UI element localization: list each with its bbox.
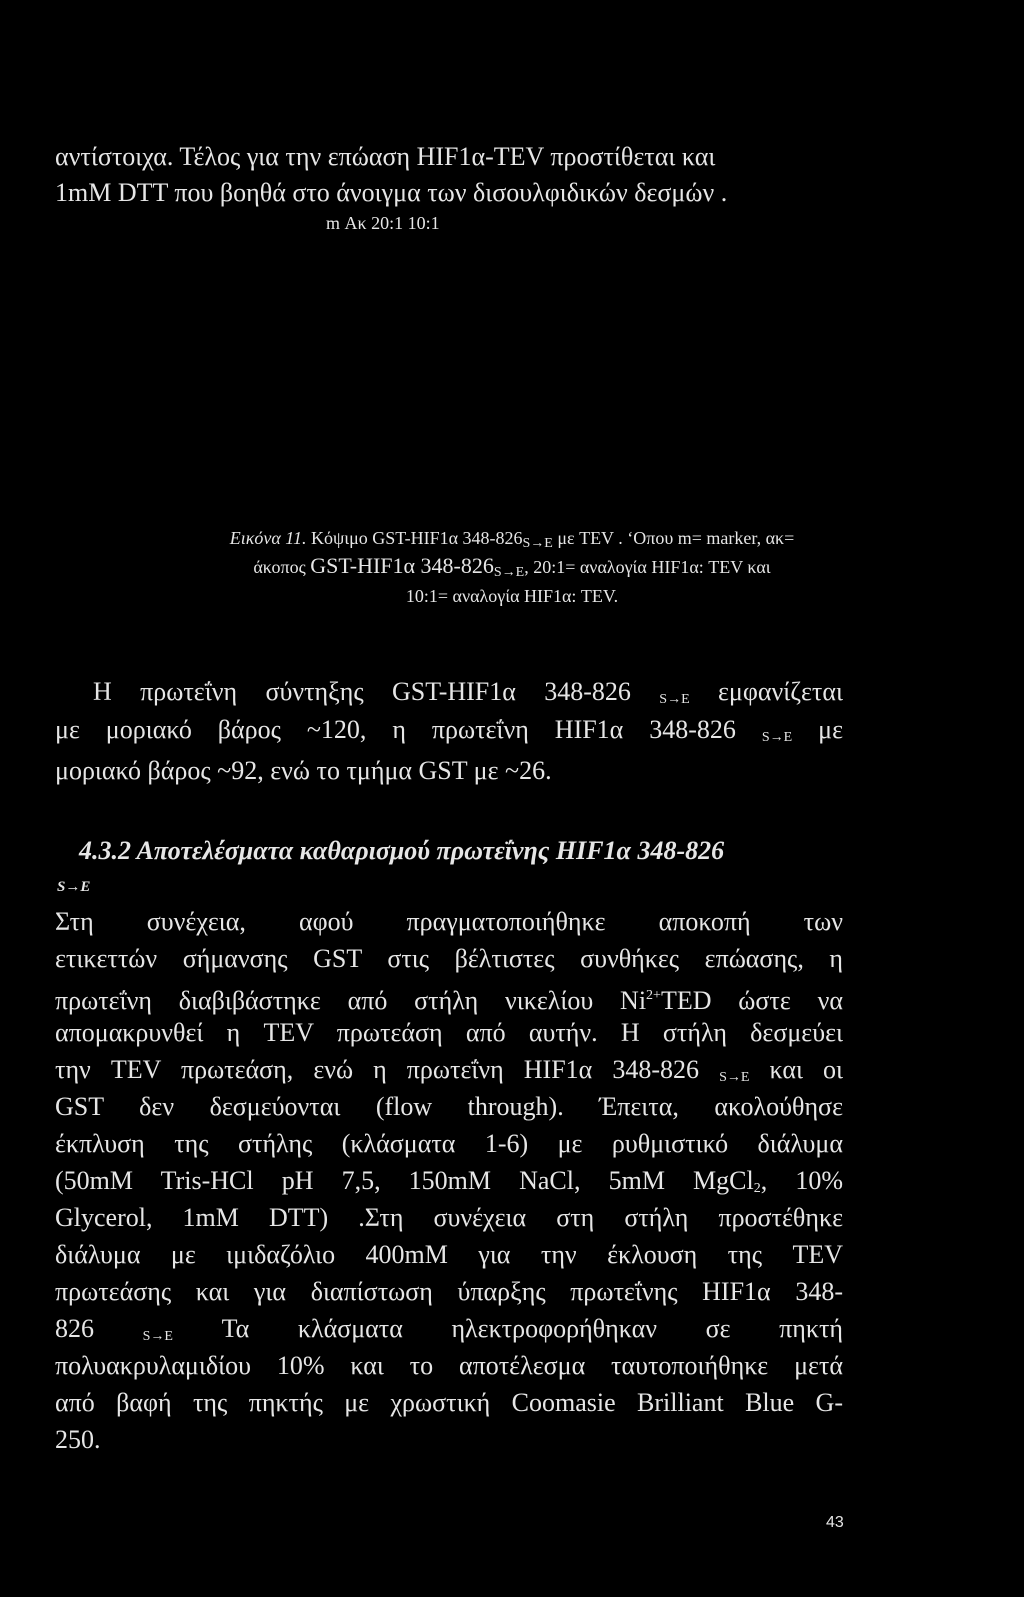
figure-caption-line-3: 10:1= αναλογία HIF1α: TEV. — [405, 586, 619, 606]
figure-label: Εικόνα 11. — [229, 528, 307, 548]
body-line-2: ετικεττών σήμανσης GST στις βέλτιστες συνθήκες επώασης, η — [55, 944, 843, 973]
figure-caption-line-1: Εικόνα 11. Κόψιμο GST-HIF1α $348-826_{S\to E}$ με TEV . ‘Οπου m= marker, ακ= — [229, 528, 795, 551]
body-line-15: 250. — [55, 1425, 101, 1454]
figure-caption-line-2: άκοπος GST-HIF1α $348-826_{S\to E}$, 20:1= αναλογία HIF1α: TEV και — [253, 553, 771, 580]
body-line-1: Στη συνέχεια, αφού πραγματοποιήθηκε αποκοπή των — [55, 907, 843, 936]
body-line-7: έκπλυση της στήλης (κλάσματα 1-6) με ρυθμιστικό διάλυμα — [55, 1129, 843, 1158]
gel-lane-labels: m Ακ 20:1 10:1 — [326, 213, 440, 233]
body-line-6: GST δεν δεσμεύονται (flow through). Έπειτα, ακολούθησε — [55, 1092, 843, 1121]
body-line-4: απομακρυνθεί η TEV πρωτεάση από αυτήν. Η στήλη δεσμεύει — [55, 1018, 843, 1047]
body-line-5: την TEV πρωτεάση, ενώ η πρωτεΐνη HIF1α 348-826 $_{S\to E}$ και οι — [55, 1055, 843, 1085]
para1-line-2: με μοριακό βάρος ~120, η πρωτεΐνη HIF1α 348-826 $_{S\to E}$ με — [55, 715, 844, 745]
body-line-3: πρωτεΐνη διαβιβάστηκε από στήλη νικελίου $Ni^{2+}TED$ ώστε να — [55, 986, 843, 1015]
intro-line-1: αντίστοιχα. Τέλος για την επώαση HIF1α-TEV προστίθεται και — [55, 142, 716, 171]
body-line-14: από βαφή της πηκτής με χρωστική Coomasie Brilliant Blue G- — [55, 1388, 843, 1417]
intro-line-2: 1mM DTT που βοηθά στο άνοιγμα των δισουλφιδικών δεσμών . — [55, 178, 728, 207]
body-line-10: διάλυμα με ιμιδαζόλιο 400mM για την έκλουση της TEV — [55, 1240, 843, 1269]
body-line-8: (50mM Tris-HCl pH 7,5, 150mM NaCl, 5mM MgCl$_2$, 10% — [55, 1166, 843, 1196]
body-line-11: πρωτεάσης και για διαπίστωση ύπαρξης πρωτεΐνης HIF1α 348- — [55, 1277, 843, 1306]
para1-line-3: μοριακό βάρος ~92, ενώ το τμήμα GST με ~26. — [55, 756, 552, 785]
body-line-13: πολυακρυλαμιδίου 10% και το αποτέλεσμα ταυτοποιήθηκε μετά — [55, 1351, 843, 1380]
section-heading-subscript: S→E — [57, 879, 91, 895]
para1-line-1: Η πρωτεΐνη σύντηξης GST-HIF1α 348-826 $_{S\to E}$ εμφανίζεται — [93, 677, 844, 707]
section-heading: 4.3.2 Αποτελέσματα καθαρισμού πρωτεΐνης HIF1α 348-826 — [79, 836, 725, 865]
page-number: 43 — [826, 1514, 844, 1531]
body-line-12: 826 $_{S\to E}$ Τα κλάσματα ηλεκτροφορήθηκαν σε πηκτή — [55, 1314, 843, 1344]
body-line-9: Glycerol, 1mM DTT) .Στη συνέχεια στη στήλη προστέθηκε — [55, 1203, 843, 1232]
